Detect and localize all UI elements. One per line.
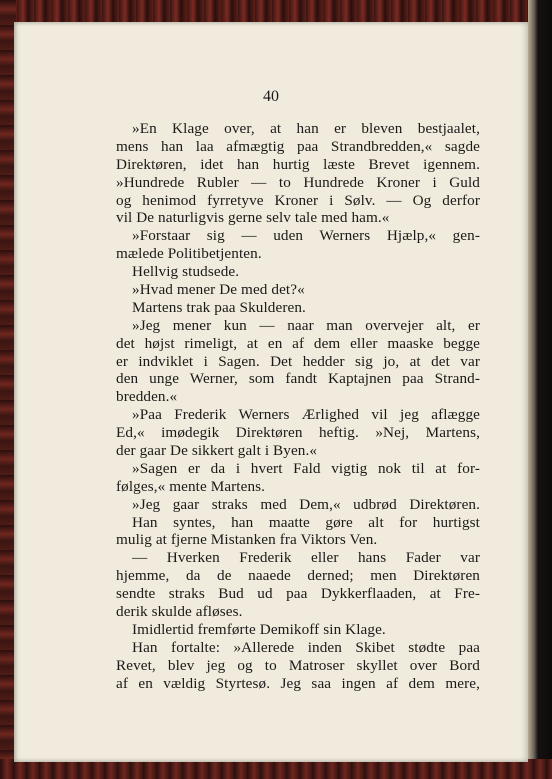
- book-binding-top: [0, 0, 552, 22]
- text-line: — Hverken Frederik eller hans Fader var: [132, 549, 480, 567]
- page-number: 40: [263, 88, 279, 105]
- text-line: »Hundrede Rubler — to Hundrede Kroner i Guld: [116, 173, 480, 191]
- text-line: sendte straks Bud ud paa Dykkerflaaden, at Fre-: [116, 585, 480, 603]
- text-line: Han syntes, han maatte gøre alt for hurtigst: [132, 513, 480, 531]
- text-line: »Jeg mener kun — naar man overvejer alt, er: [132, 316, 480, 334]
- text-line: og henimod fyrretyve Kroner i Sølv. — Og derfor: [116, 191, 480, 209]
- text-line: »Jeg gaar straks med Dem,« udbrød Direktøren.: [132, 495, 480, 513]
- book-page: [14, 22, 528, 762]
- text-line: bredden.«: [116, 388, 178, 406]
- text-line: hjemme, da de naaede derned; men Direktøren: [116, 567, 480, 585]
- text-line: Revet, blev jeg og to Matroser skyllet over Bord: [116, 656, 480, 674]
- text-line: Direktøren, idet han hurtig læste Brevet igennem.: [116, 155, 480, 173]
- text-line: Hellvig studsede.: [132, 263, 240, 281]
- book-spine-shadow: [528, 0, 552, 779]
- body-text: [116, 120, 480, 693]
- text-line: den unge Werner, som fandt Kaptajnen paa Strand-: [116, 370, 480, 388]
- text-line: »Hvad mener De med det?«: [132, 281, 305, 299]
- text-line: »Forstaar sig — uden Werners Hjælp,« gen-: [132, 227, 480, 245]
- text-line: Imidlertid fremførte Demikoff sin Klage.: [132, 620, 386, 638]
- text-line: Ed,« imødegik Direktøren heftig. »Nej, Martens,: [116, 424, 480, 442]
- text-line: Han fortalte: »Allerede inden Skibet stødte paa: [132, 638, 480, 656]
- book-binding-bottom: [0, 759, 552, 779]
- text-line: det højst rimeligt, at en af dem eller maaske begge: [116, 334, 480, 352]
- text-line: mælede Politibetjenten.: [116, 245, 262, 263]
- text-line: er indviklet i Sagen. Det hedder sig jo, at det var: [116, 352, 480, 370]
- text-line: vil De naturligvis gerne selv tale med ham.«: [116, 209, 390, 227]
- text-line: mulig at fjerne Mistanken fra Viktors Ven.: [116, 531, 378, 549]
- text-line: mens han laa afmægtig paa Strandbredden,« sagde: [116, 137, 480, 155]
- text-line: »Paa Frederik Werners Ærlighed vil jeg aflægge: [132, 406, 480, 424]
- text-line: der gaar De sikkert galt i Byen.«: [116, 442, 318, 460]
- text-line: »En Klage over, at han er bleven bestjaalet,: [132, 120, 480, 137]
- text-line: Martens trak paa Skulderen.: [132, 298, 306, 316]
- text-line: af en vældig Styrtesø. Jeg saa ingen af dem mere,: [116, 674, 480, 692]
- text-line: »Sagen er da i hvert Fald vigtig nok til at for-: [132, 459, 480, 477]
- text-line: følges,« mente Martens.: [116, 477, 266, 495]
- text-line: derik skulde afløses.: [116, 603, 243, 621]
